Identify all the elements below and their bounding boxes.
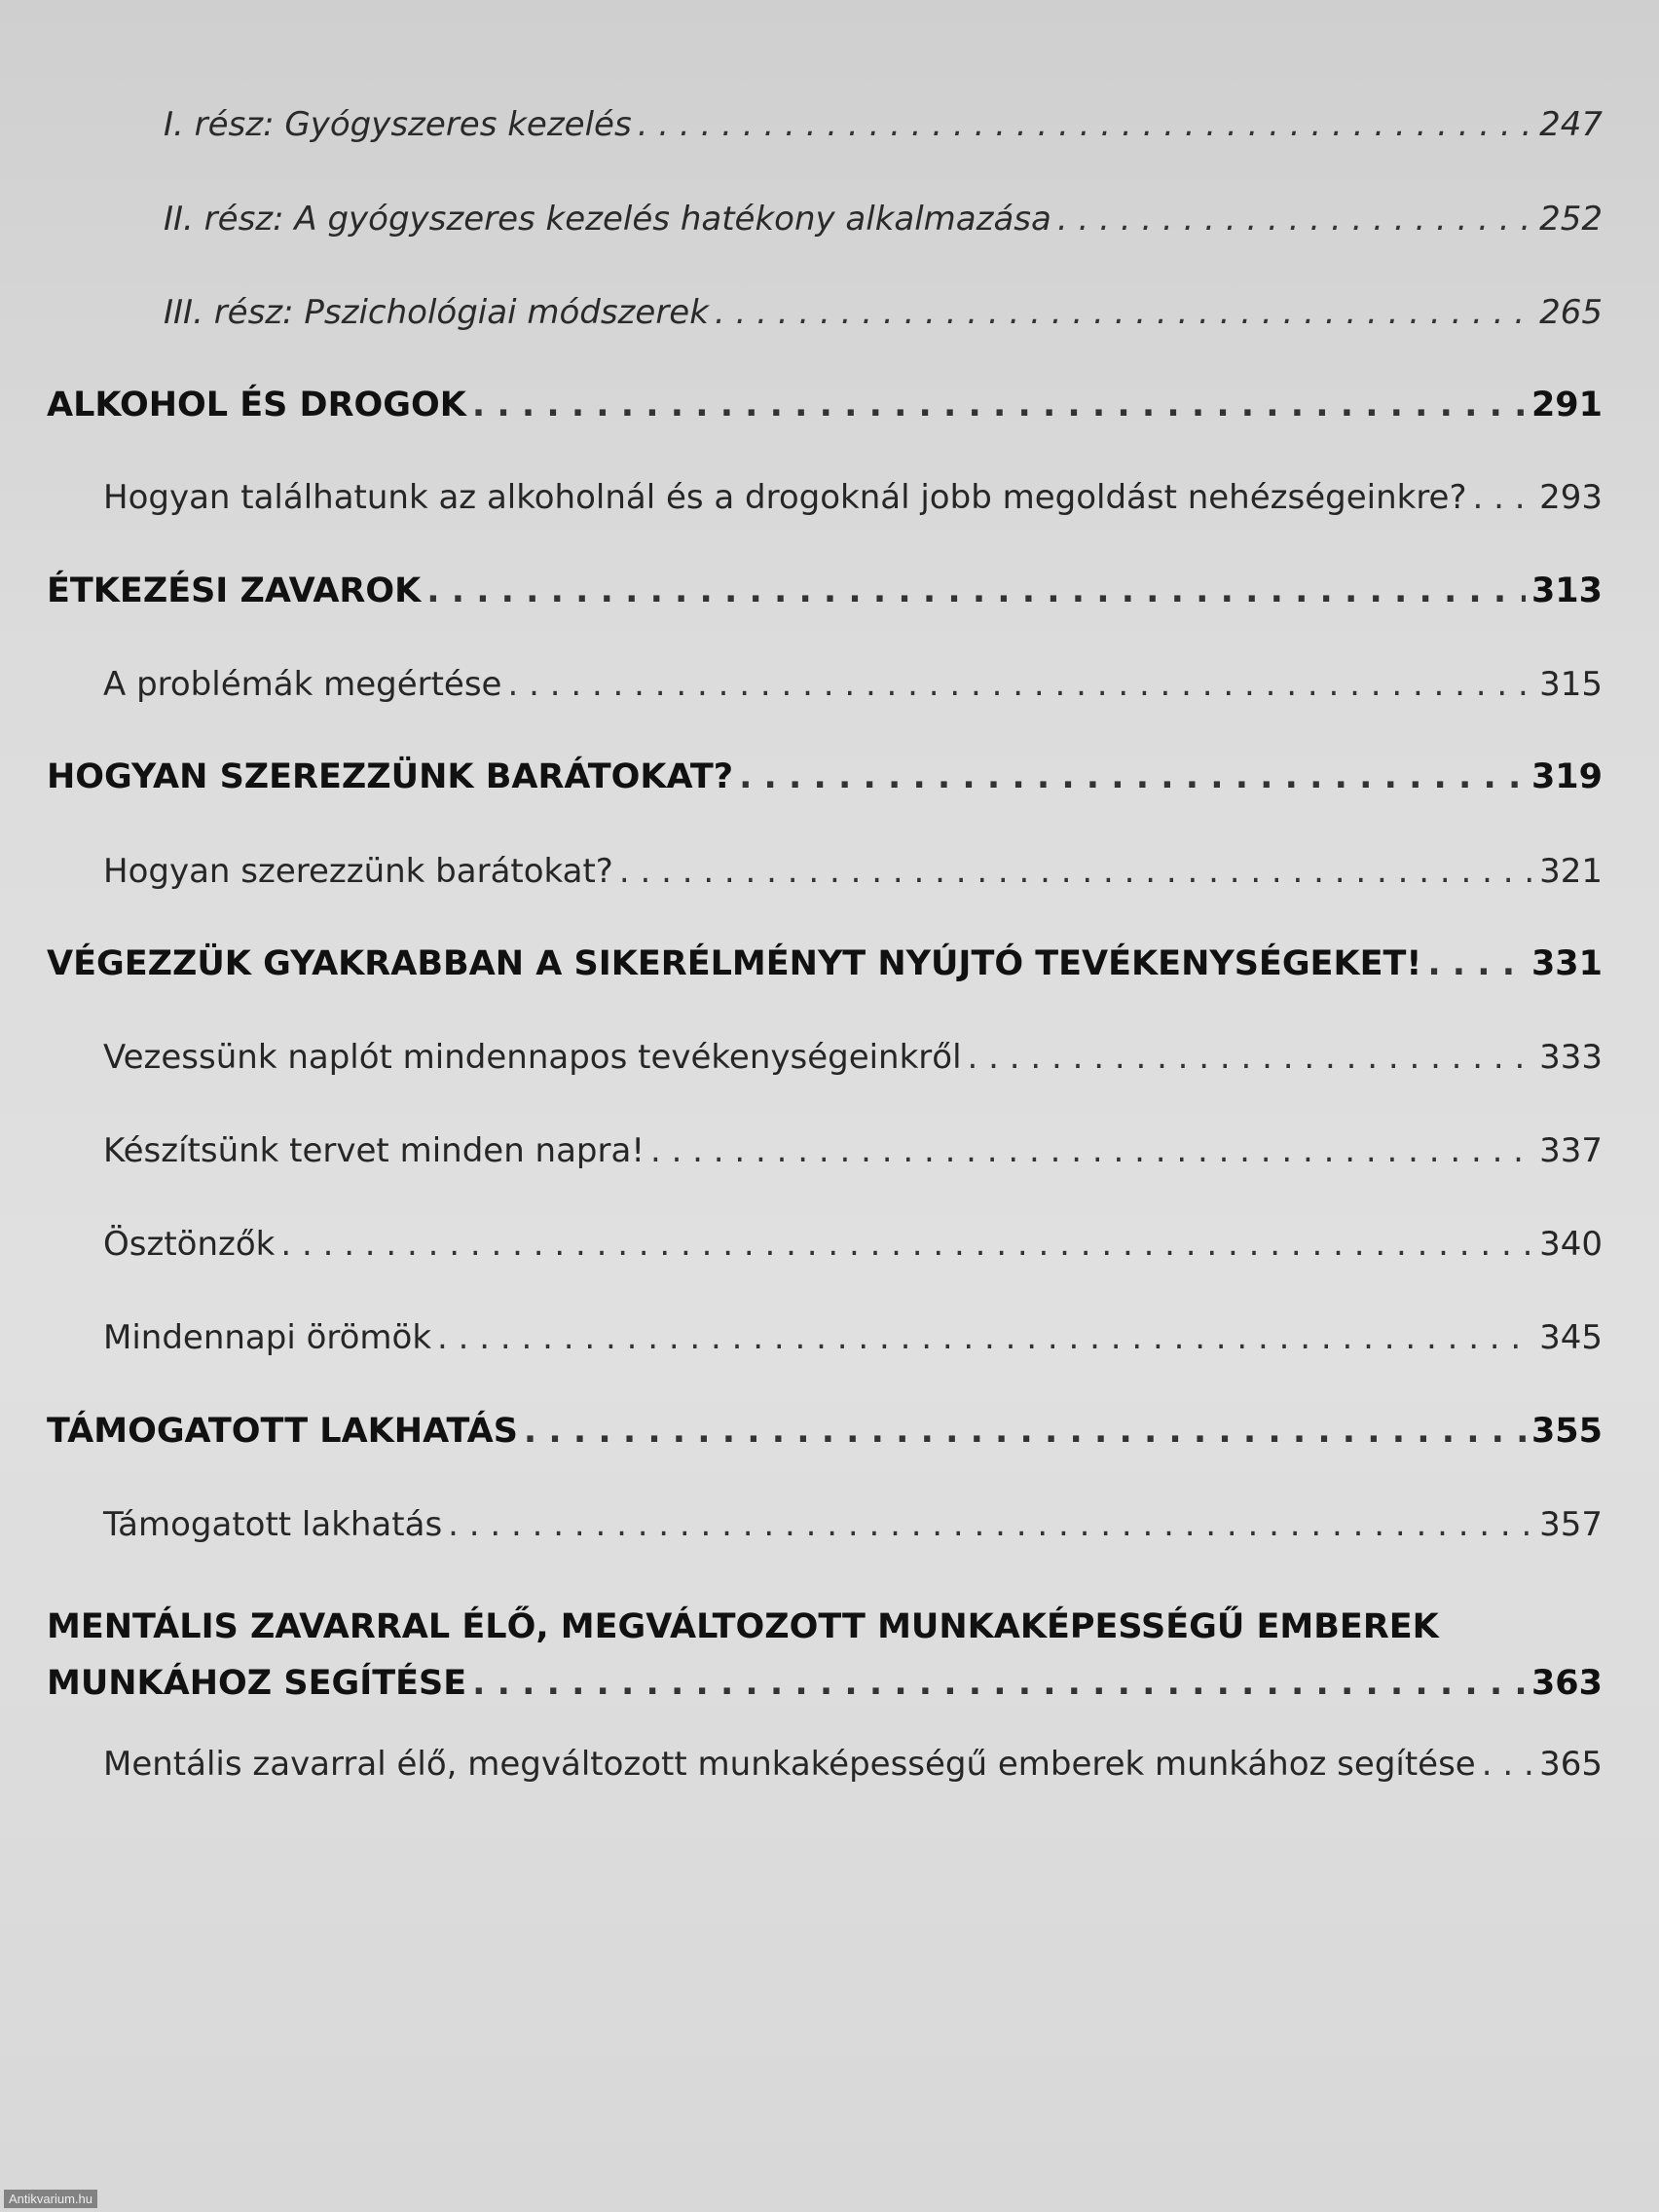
dot-leader [650,1131,1533,1170]
toc-chapter-title: ÉTKEZÉSI ZAVAROK [47,571,422,610]
toc-chapter [47,1412,1603,1451]
dot-leader [739,757,1526,796]
toc-chapter-page: 291 [1530,386,1603,424]
toc-entry-title: Hogyan szerezzünk barátokat? [103,852,613,891]
toc-chapter-title-line2: MUNKÁHOZ SEGÍTÉSE [47,1664,467,1703]
toc-entry-title: A problémák megértése [103,665,502,704]
toc-entry-page: 252 [1539,200,1603,239]
dot-leader [638,105,1533,144]
toc-entry-page: 315 [1539,665,1603,704]
toc-entry [164,105,1603,144]
dot-leader [619,852,1533,891]
toc-chapter-page: 355 [1530,1412,1603,1451]
toc-entry-page: 293 [1539,478,1603,517]
dot-leader [426,571,1526,610]
toc-entry-title: Készítsünk tervet minden napra! [103,1131,645,1170]
toc-entry-title: III. rész: Pszichológiai módszerek [164,293,709,332]
toc-chapter-title: ALKOHOL ÉS DROGOK [47,386,466,424]
dot-leader [1473,478,1534,517]
toc-chapter [47,757,1603,796]
dot-leader [472,386,1526,424]
dot-leader [524,1412,1526,1451]
toc-chapter-page: 319 [1530,757,1603,796]
dot-leader [1427,944,1526,983]
toc-entry-page: 247 [1539,105,1603,144]
toc-chapter-title-line1-row [47,1597,1603,1657]
toc-entry [164,293,1603,332]
dot-leader [507,665,1533,704]
toc-entry [103,1131,1603,1170]
toc-entry-page: 265 [1539,293,1603,332]
toc-chapter [47,944,1603,983]
toc-entry-title: Vezessünk naplót mindennapos tevékenységeinkről [103,1038,962,1077]
toc-entry-title: Mentális zavarral élő, megváltozott munkaképességű emberek munkához segítése [103,1745,1476,1784]
toc-entry-title: II. rész: A gyógyszeres kezelés hatékony alkalmazása [164,200,1051,239]
toc-entry-page: 333 [1539,1038,1603,1077]
toc-chapter-title-line2-row [47,1653,1603,1714]
toc-chapter-title: TÁMOGATOTT LAKHATÁS [47,1412,518,1451]
toc-chapter-page: 313 [1530,571,1603,610]
toc-entry-title: Mindennapi örömök [103,1318,432,1357]
toc-chapter [47,386,1603,424]
toc-entry-page: 340 [1539,1225,1603,1264]
dot-leader [280,1225,1533,1264]
toc-entry-page: 321 [1539,852,1603,891]
toc-chapter-title: HOGYAN SZEREZZÜNK BARÁTOKAT? [47,757,734,796]
dot-leader [715,293,1533,332]
dot-leader [1057,200,1533,239]
toc-chapter-page: 363 [1530,1664,1603,1703]
dot-leader [968,1038,1534,1077]
toc-entry [103,478,1603,517]
toc-chapter-title-line1: MENTÁLIS ZAVARRAL ÉLŐ, MEGVÁLTOZOTT MUNKAKÉPESSÉGŰ EMBEREK [47,1607,1439,1646]
toc-entry-title: Hogyan találhatunk az alkoholnál és a drogoknál jobb megoldást nehézségeinkre? [103,478,1467,517]
toc-entry-page: 357 [1539,1505,1603,1544]
toc-entry-title: Ösztönzők [103,1225,276,1264]
toc-entry-title: Támogatott lakhatás [103,1505,443,1544]
toc-chapter-title: VÉGEZZÜK GYAKRABBAN A SIKERÉLMÉNYT NYÚJTÓ TEVÉKENYSÉGEKET! [47,944,1422,983]
toc-entry [103,1038,1603,1077]
toc-chapter [47,571,1603,610]
dot-leader [437,1318,1533,1357]
toc-entry [103,1225,1603,1264]
toc-chapter [47,1597,1603,1714]
toc-entry [103,1318,1603,1357]
dot-leader [1482,1745,1533,1784]
toc-entry [103,852,1603,891]
toc-entry-title: I. rész: Gyógyszeres kezelés [164,105,632,144]
toc-entry-page: 345 [1539,1318,1603,1357]
dot-leader [448,1505,1533,1544]
dot-leader [472,1653,1526,1714]
toc-entry [103,1505,1603,1544]
toc-entry-page: 337 [1539,1131,1603,1170]
toc-entry [103,665,1603,704]
toc-entry-page: 365 [1539,1745,1603,1784]
toc-entry [164,200,1603,239]
toc-entry [103,1745,1603,1784]
watermark: Antikvarium.hu [4,2190,97,2208]
toc-chapter-page: 331 [1530,944,1603,983]
